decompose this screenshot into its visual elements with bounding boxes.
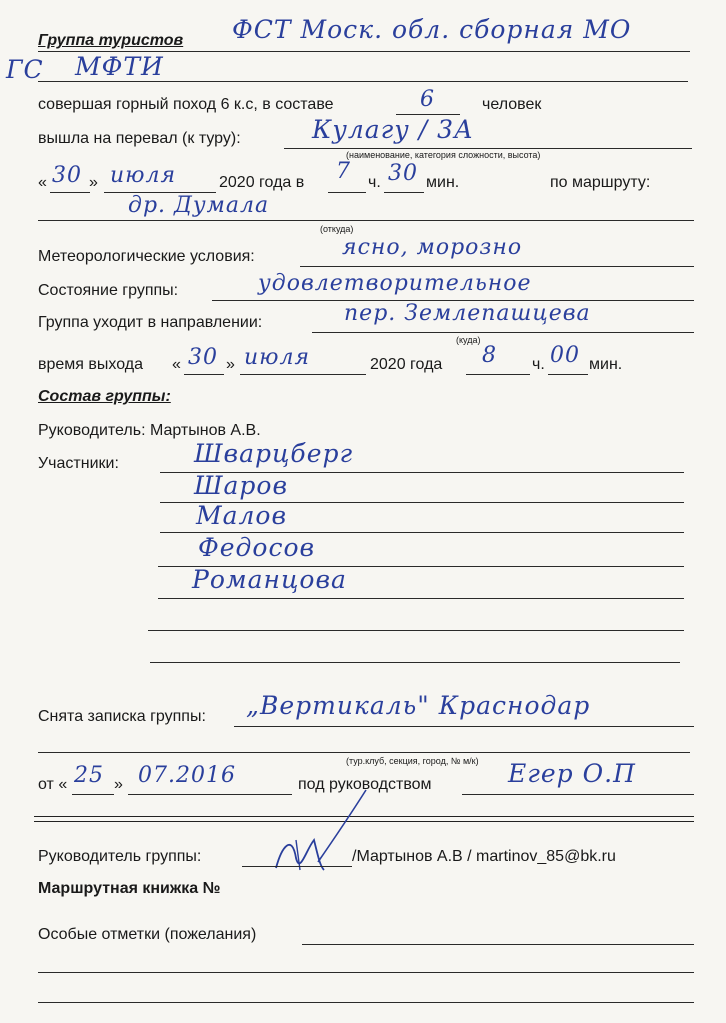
date-open: « [38, 174, 47, 191]
hour-suffix: ч. [368, 174, 381, 191]
remarks-line-2 [38, 972, 694, 973]
taken-label: Снята записка группы: [38, 708, 206, 725]
member-1: Шварцберг [194, 439, 354, 468]
members-label: Участники: [38, 455, 119, 472]
year-text: 2020 года в [219, 174, 305, 191]
group-label: Группа туристов [38, 32, 184, 49]
condition-label: Состояние группы: [38, 282, 179, 299]
remarks-line-1 [302, 944, 694, 945]
date-close: » [89, 174, 98, 191]
exit-hour: 8 [482, 343, 497, 368]
route-label: по маршруту: [550, 174, 651, 191]
exit-minute-suffix: мин. [589, 356, 623, 373]
direction-value: пер. Землепашцева [344, 301, 591, 326]
exit-label: время выхода [38, 356, 144, 373]
day-value: 30 [52, 163, 82, 188]
people-count: 6 [420, 87, 435, 112]
member-4: Федосов [198, 533, 316, 562]
book-label: Маршрутная книжка № [38, 880, 221, 897]
group-value-line1: ФСТ Моск. обл. сборная МО [232, 15, 632, 44]
footer-leader-label: Руководитель группы: [38, 848, 202, 865]
exit-day: 30 [188, 345, 218, 370]
leader-line: Руководитель: Мартынов А.В. [38, 422, 261, 439]
condition-value: удовлетворительное [258, 271, 532, 296]
pass-label: вышла на перевал (к туру): [38, 130, 241, 147]
group-value-prefix: ГС [6, 55, 44, 84]
taken-value: „Вертикаль" Краснодар [246, 691, 591, 720]
exit-open: « [172, 356, 181, 373]
hour-value: 7 [336, 159, 351, 184]
from-hint: (откуда) [320, 224, 354, 234]
weather-label: Метеорологические условия: [38, 248, 255, 265]
direction-label: Группа уходит в направлении: [38, 314, 263, 331]
exit-year-text: 2020 года [370, 356, 443, 373]
minute-value: 30 [388, 161, 418, 186]
footer-sign-line [242, 866, 352, 867]
footer-leader-name: /Мартынов А.В / martinov_85@bk.ru [352, 848, 616, 865]
minute-suffix: мин. [426, 174, 460, 191]
trip-line-prefix: совершая горный поход 6 к.с, в составе [38, 96, 334, 113]
group-value-line2: МФТИ [75, 52, 164, 81]
pass-hint: (наименование, категория сложности, высота) [346, 150, 541, 160]
from-date: 07.2016 [138, 763, 236, 788]
people-suffix: человек [482, 96, 542, 113]
exit-hour-suffix: ч. [532, 356, 545, 373]
member-2: Шаров [194, 471, 289, 500]
pass-value: Кулагу / 3А [312, 115, 474, 144]
leadership-value: Егер О.П [508, 759, 636, 788]
weather-value: ясно, морозно [342, 235, 523, 260]
leadership-label: под руководством [298, 776, 432, 793]
composition-title: Состав группы: [38, 388, 171, 405]
member-3: Малов [196, 501, 288, 530]
exit-close: » [226, 356, 235, 373]
from-value: др. Думала [128, 193, 270, 218]
remarks-line-3 [38, 1002, 694, 1003]
exit-minute: 00 [550, 343, 580, 368]
exit-month: июля [244, 345, 311, 370]
from-date-label: от « [38, 776, 68, 793]
remarks-label: Особые отметки (пожелания) [38, 926, 257, 943]
direction-hint: (куда) [456, 335, 481, 345]
month-value: июля [110, 163, 177, 188]
from-day: 25 [74, 763, 104, 788]
member-5: Романцова [192, 565, 347, 594]
taken-hint: (тур.клуб, секция, город, № м/к) [346, 756, 479, 766]
from-close: » [114, 776, 123, 793]
